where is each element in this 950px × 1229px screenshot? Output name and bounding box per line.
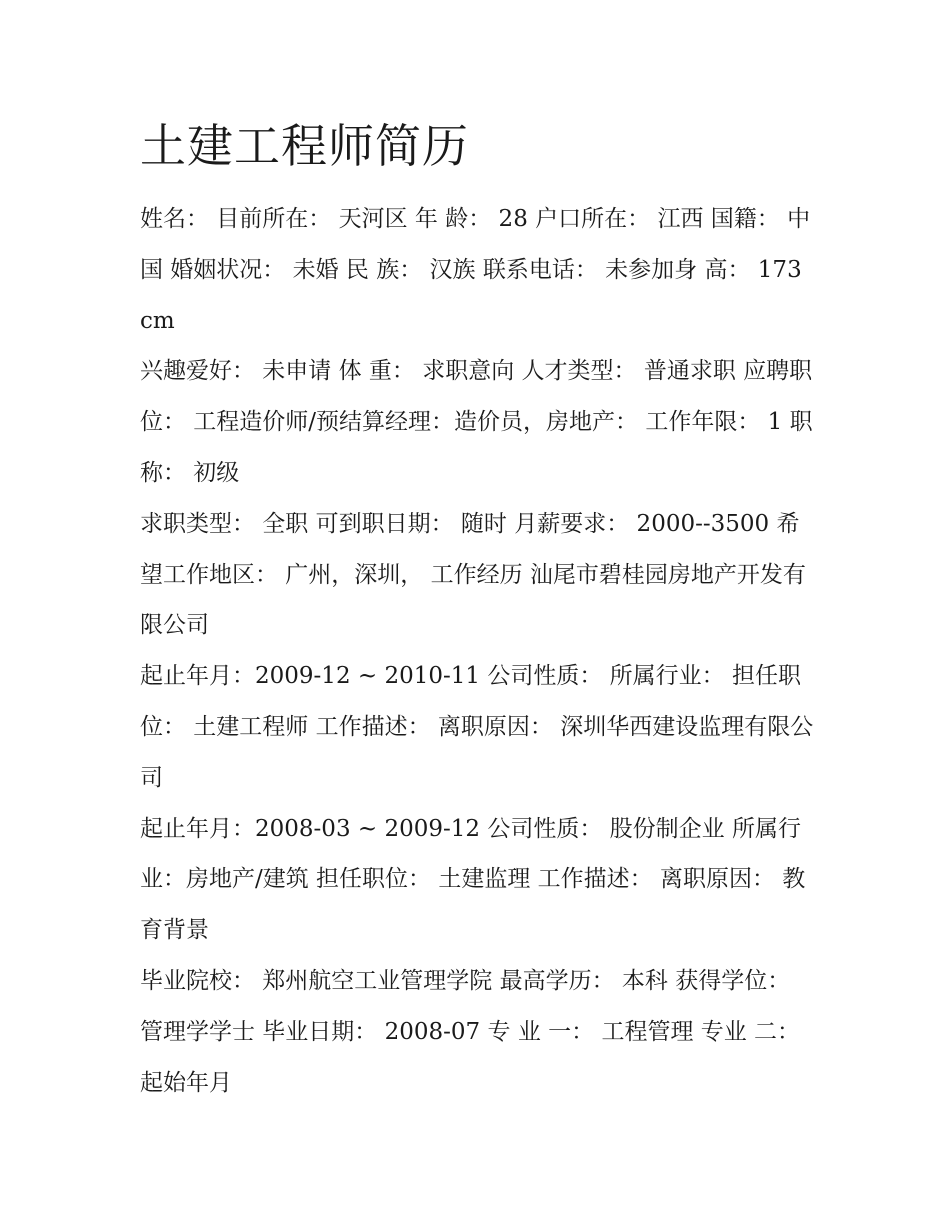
paragraph-job-type: 求职类型： 全职 可到职日期： 随时 月薪要求： 2000--3500 希望工作地区： 广州，深圳， 工作经历 汕尾市碧桂园房地产开发有限公司	[140, 510, 806, 639]
resume-document	[140, 112, 820, 1108]
document-body	[140, 194, 820, 1108]
paragraph-work-experience-2: 起止年月：2008-03 ~ 2009-12 公司性质： 股份制企业 所属行业：房地产/建筑 担任职位： 土建监理 工作描述： 离职原因： 教育背景	[140, 815, 806, 944]
paragraph-work-experience-1: 起止年月：2009-12 ~ 2010-11 公司性质： 所属行业： 担任职位： 土建工程师 工作描述： 离职原因： 深圳华西建设监理有限公司	[140, 663, 814, 791]
paragraph-education: 毕业院校： 郑州航空工业管理学院 最高学历： 本科 获得学位： 管理学学士 毕业日期： 2008-07 专 业 一： 工程管理 专业 二： 起始年月	[140, 967, 801, 1096]
document-title: 土建工程师简历	[140, 119, 469, 173]
paragraph-job-intention: 兴趣爱好： 未申请 体 重： 求职意向 人才类型： 普通求职 应聘职位： 工程造价师/预结算经理：造价员，房地产： 工作年限： 1 职 称： 初级	[140, 358, 813, 486]
paragraph-personal-info: 姓名： 目前所在： 天河区 年 龄： 28 户口所在： 江西 国籍： 中国 婚姻状况： 未婚 民 族： 汉族 联系电话： 未参加身 高： 173 cm	[140, 206, 811, 334]
